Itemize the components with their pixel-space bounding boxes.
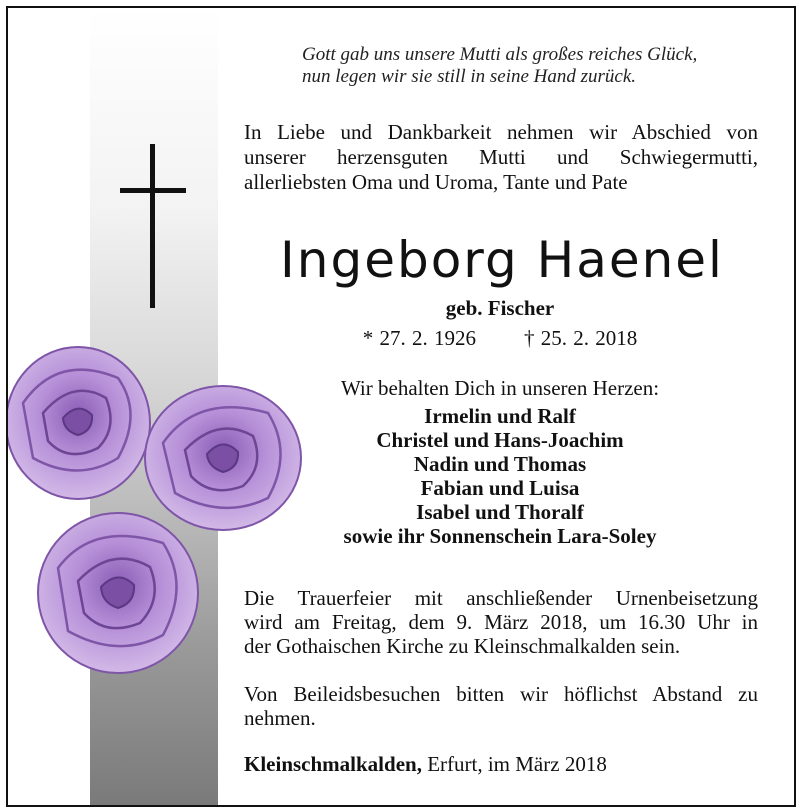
obituary-notice	[6, 6, 796, 807]
mourner: Christel und Hans-Joachim	[376, 428, 624, 452]
quote-line: Gott gab uns unsere Mutti als großes reiches Glück,	[302, 44, 698, 65]
intro-line: unserer herzensguten Mutti und Schwiegermutti,	[244, 145, 758, 169]
closing-date: Erfurt, im März 2018	[421, 752, 607, 776]
condolence-note	[244, 682, 758, 730]
closing-place: Kleinschmalkalden,	[244, 752, 422, 776]
mourner: Irmelin und Ralf	[424, 404, 576, 428]
intro-line: allerliebsten Oma und Uroma, Tante und Pate	[244, 170, 628, 194]
remembrance-line: Wir behalten Dich in unseren Herzen:	[340, 376, 660, 400]
mourner: Nadin und Thomas	[413, 452, 587, 476]
intro-paragraph	[244, 120, 758, 195]
quote-line: nun legen wir sie still in seine Hand zurück.	[302, 66, 637, 87]
birth-date: * 27. 2. 1926	[362, 326, 476, 350]
rose-bottom	[38, 513, 198, 673]
intro-line: In Liebe und Dankbarkeit nehmen wir Abschied von	[244, 120, 758, 144]
condolence-line: nehmen.	[244, 706, 316, 730]
cross-icon	[120, 144, 186, 308]
service-line: wird am Freitag, dem 9. März 2018, um 16.30 Uhr in	[244, 610, 758, 634]
rose-top-left	[8, 347, 150, 499]
funeral-service-info	[244, 586, 758, 658]
service-line: Die Trauerfeier mit anschließender Urnenbeisetzung	[244, 586, 758, 610]
condolence-line: Von Beileidsbesuchen bitten wir höflichst Abstand zu	[244, 682, 758, 706]
mourners-list	[240, 404, 760, 548]
bible-quote	[302, 44, 762, 88]
service-line: der Gothaischen Kirche zu Kleinschmalkalden sein.	[244, 634, 681, 658]
mourner: Fabian und Luisa	[420, 476, 580, 500]
life-dates	[240, 326, 760, 351]
birth-name: geb. Fischer	[445, 296, 555, 320]
death-date: † 25. 2. 2018	[524, 326, 638, 350]
mourner: sowie ihr Sonnenschein Lara-Soley	[343, 524, 657, 548]
place-and-date	[244, 752, 758, 777]
deceased-name: Ingeborg Haenel	[280, 231, 724, 289]
mourner: Isabel und Thoralf	[416, 500, 584, 524]
